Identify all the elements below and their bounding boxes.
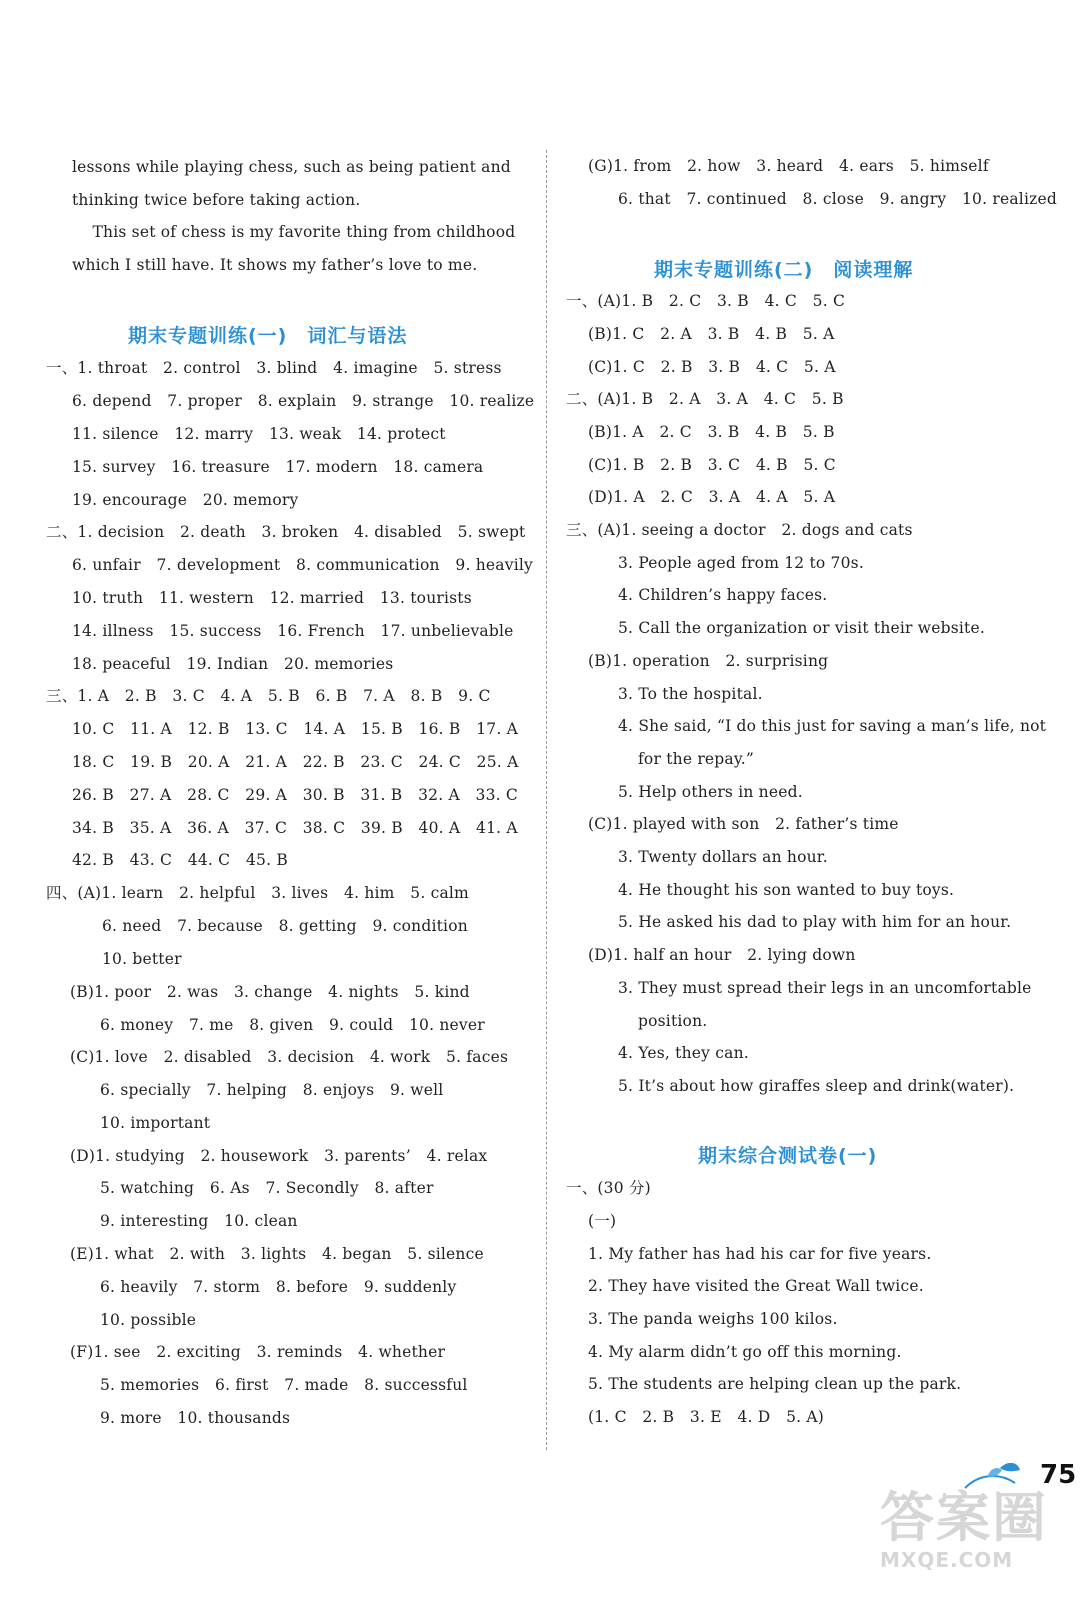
column-divider <box>546 150 547 1450</box>
answer-line: (B)1. operation 2. surprising <box>588 652 829 670</box>
answer-line: 14. illness 15. success 16. French 17. unbelievable <box>72 622 514 640</box>
answer-line: (一) <box>588 1212 617 1230</box>
watermark-url: MXQE.COM <box>880 1548 1014 1572</box>
answer-line: 11. silence 12. marry 13. weak 14. protect <box>72 425 446 443</box>
answer-line: 10. better <box>102 950 182 968</box>
answer-line: 一、1. throat 2. control 3. blind 4. imagine 5. stress <box>46 359 502 377</box>
answer-line: 二、(A)1. B 2. A 3. A 4. C 5. B <box>566 390 844 408</box>
answer-line: 10. truth 11. western 12. married 13. tourists <box>72 589 472 607</box>
answer-line: 15. survey 16. treasure 17. modern 18. camera <box>72 458 484 476</box>
intro-line: lessons while playing chess, such as being patient and <box>72 158 511 176</box>
answer-line: 5. memories 6. first 7. made 8. successful <box>100 1376 468 1394</box>
answer-line: 3. Twenty dollars an hour. <box>618 848 828 866</box>
answer-line: 10. C 11. A 12. B 13. C 14. A 15. B 16. B 17. A <box>72 720 518 738</box>
answer-line: 4. She said, “I do this just for saving a man’s life, not <box>618 717 1047 735</box>
answer-line: 42. B 43. C 44. C 45. B <box>72 851 288 869</box>
answer-line: (D)1. studying 2. housework 3. parents’ 4. relax <box>70 1147 488 1165</box>
answer-line: (F)1. see 2. exciting 3. reminds 4. whether <box>70 1343 446 1361</box>
answer-line: (D)1. A 2. C 3. A 4. A 5. A <box>588 488 836 506</box>
answer-line: 6. need 7. because 8. getting 9. condition <box>102 917 468 935</box>
answer-line: 一、(A)1. B 2. C 3. B 4. C 5. C <box>566 292 846 310</box>
answer-line: 5. watching 6. As 7. Secondly 8. after <box>100 1179 434 1197</box>
answer-line: 18. peaceful 19. Indian 20. memories <box>72 655 394 673</box>
watermark-chinese: 答案圈 <box>880 1486 1048 1549</box>
answer-line: 19. encourage 20. memory <box>72 491 299 509</box>
answer-line: 18. C 19. B 20. A 21. A 22. B 23. C 24. C 25. A <box>72 753 519 771</box>
answer-line: 6. depend 7. proper 8. explain 9. strange 10. realize <box>72 392 535 410</box>
answer-line: 6. money 7. me 8. given 9. could 10. never <box>100 1016 485 1034</box>
answer-line: 6. specially 7. helping 8. enjoys 9. well <box>100 1081 444 1099</box>
answer-line: 5. Help others in need. <box>618 783 803 801</box>
answer-line: 3. They must spread their legs in an uncomfortable <box>618 979 1032 997</box>
answer-line: (C)1. C 2. B 3. B 4. C 5. A <box>588 358 836 376</box>
answer-line: 10. important <box>100 1114 211 1132</box>
answer-line: 四、(A)1. learn 2. helpful 3. lives 4. him 5. calm <box>46 884 469 902</box>
answer-line: for the repay.” <box>638 750 755 768</box>
watermark <box>880 1488 1080 1572</box>
answer-line: (E)1. what 2. with 3. lights 4. began 5. silence <box>70 1245 484 1263</box>
answer-line: 4. Yes, they can. <box>618 1044 749 1062</box>
answer-line: 3. The panda weighs 100 kilos. <box>588 1310 838 1328</box>
section-heading-comprehensive-test: 期末综合测试卷(一) <box>698 1145 878 1167</box>
answer-line: position. <box>638 1012 708 1030</box>
answer-line: (C)1. played with son 2. father’s time <box>588 815 899 833</box>
answer-line: 二、1. decision 2. death 3. broken 4. disabled 5. swept <box>46 523 526 541</box>
answer-line: 4. Children’s happy faces. <box>618 586 828 604</box>
answer-line: 3. People aged from 12 to 70s. <box>618 554 864 572</box>
answer-line: 10. possible <box>100 1311 197 1329</box>
answer-line: 5. Call the organization or visit their website. <box>618 619 985 637</box>
intro-line: which I still have. It shows my father’s love to me. <box>72 256 478 274</box>
section-heading-reading: 期末专题训练(二) 阅读理解 <box>654 259 914 281</box>
answer-line: 一、(30 分) <box>566 1179 651 1197</box>
intro-line: thinking twice before taking action. <box>72 191 361 209</box>
answer-line: 4. My alarm didn’t go off this morning. <box>588 1343 902 1361</box>
page-number: 75 <box>1040 1460 1077 1490</box>
answer-line: 5. The students are helping clean up the park. <box>588 1375 962 1393</box>
answer-line: 三、1. A 2. B 3. C 4. A 5. B 6. B 7. A 8. B 9. C <box>46 687 491 705</box>
answer-line: 34. B 35. A 36. A 37. C 38. C 39. B 40. A 41. A <box>72 819 518 837</box>
answer-line: 9. interesting 10. clean <box>100 1212 298 1230</box>
answer-line: (B)1. A 2. C 3. B 4. B 5. B <box>588 423 835 441</box>
answer-line: 3. To the hospital. <box>618 685 763 703</box>
answer-line: 2. They have visited the Great Wall twice. <box>588 1277 924 1295</box>
answer-line: 6. that 7. continued 8. close 9. angry 10. realized <box>618 190 1057 208</box>
answer-line: 4. He thought his son wanted to buy toys. <box>618 881 955 899</box>
intro-line: This set of chess is my favorite thing from childhood <box>72 223 516 241</box>
answer-line: 6. unfair 7. development 8. communication 9. heavily <box>72 556 533 574</box>
answer-line: (1. C 2. B 3. E 4. D 5. A) <box>588 1408 825 1426</box>
answer-line: (B)1. C 2. A 3. B 4. B 5. A <box>588 325 835 343</box>
answer-line: 5. He asked his dad to play with him for an hour. <box>618 913 1012 931</box>
answer-line: 6. heavily 7. storm 8. before 9. suddenly <box>100 1278 457 1296</box>
answer-line: 5. It’s about how giraffes sleep and drink(water). <box>618 1077 1015 1095</box>
answer-line: 三、(A)1. seeing a doctor 2. dogs and cats <box>566 521 913 539</box>
answer-line: (B)1. poor 2. was 3. change 4. nights 5. kind <box>70 983 470 1001</box>
answer-line: 1. My father has had his car for five years. <box>588 1245 932 1263</box>
answer-line: (D)1. half an hour 2. lying down <box>588 946 856 964</box>
answer-line: 26. B 27. A 28. C 29. A 30. B 31. B 32. A 33. C <box>72 786 518 804</box>
section-heading-vocab-grammar: 期末专题训练(一) 词汇与语法 <box>128 325 408 347</box>
answer-line: (C)1. B 2. B 3. C 4. B 5. C <box>588 456 836 474</box>
answer-line: 9. more 10. thousands <box>100 1409 291 1427</box>
answer-line: (C)1. love 2. disabled 3. decision 4. work 5. faces <box>70 1048 509 1066</box>
answer-line: (G)1. from 2. how 3. heard 4. ears 5. himself <box>588 157 989 175</box>
